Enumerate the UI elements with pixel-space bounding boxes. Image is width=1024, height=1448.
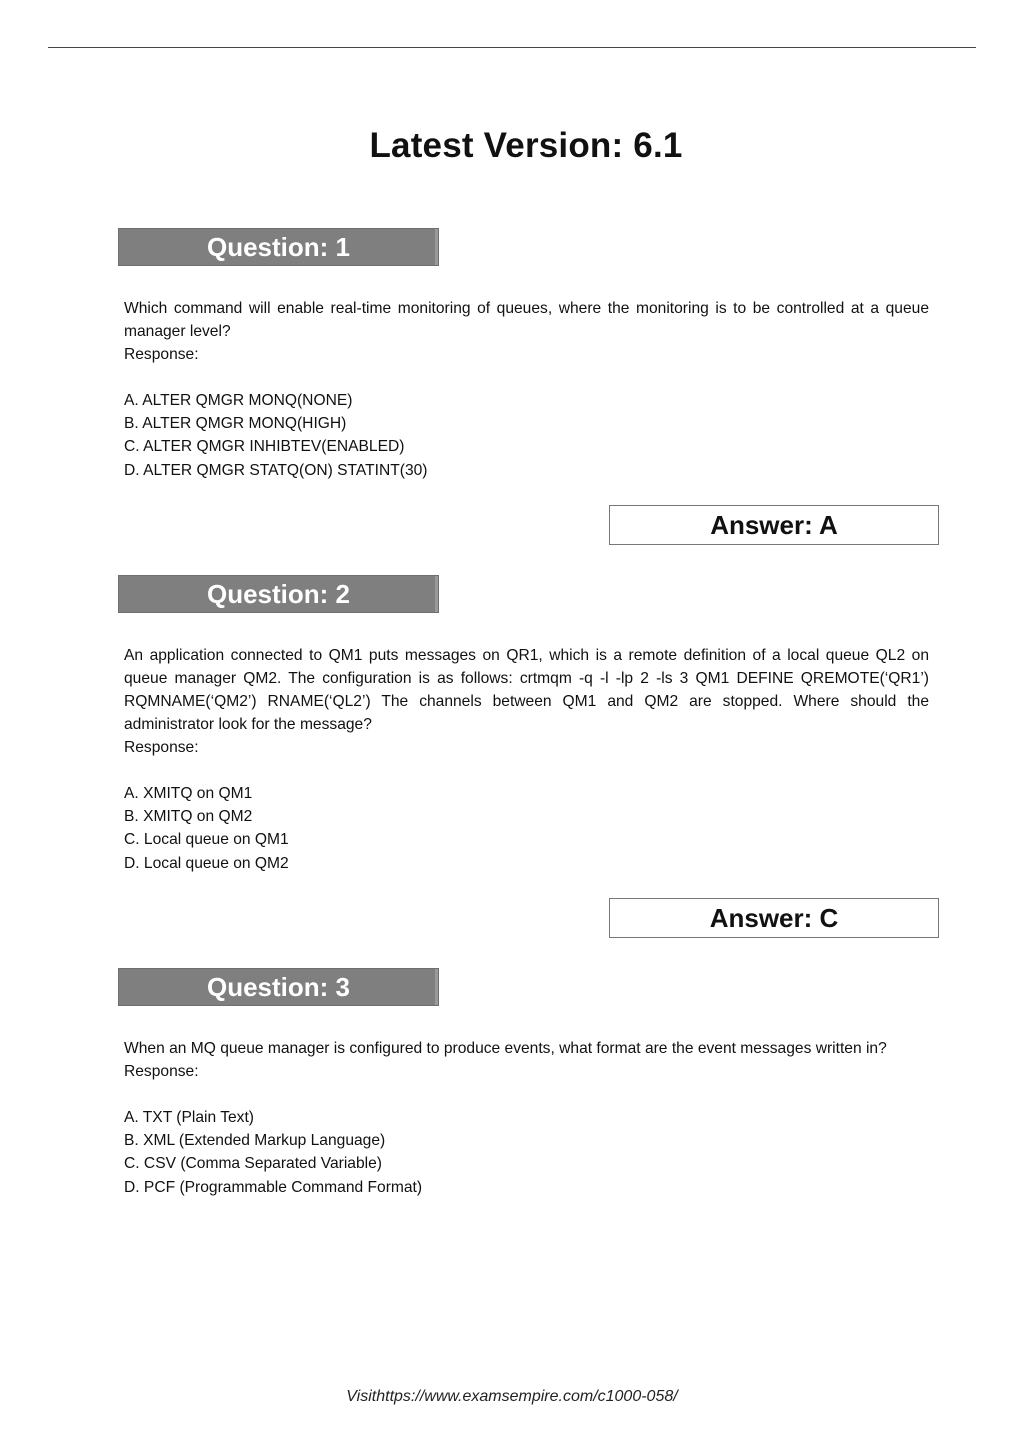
question-body-2 [124, 644, 929, 875]
options-list-2 [124, 782, 929, 875]
option-1-d: D. ALTER QMGR STATQ(ON) STATINT(30) [124, 461, 428, 479]
option-2-b: B. XMITQ on QM2 [124, 808, 253, 826]
question-body-3 [124, 1037, 929, 1199]
question-text-1: Which command will enable real-time monitoring of queues, where the monitoring is to be controlled at a queue manager level? [124, 300, 929, 340]
question-text-2: An application connected to QM1 puts messages on QR1, which is a remote definition of a local queue QL2 on queue manager QM2. The configuration is as follows: crtmqm -q -l -lp 2 -ls 3 QM1 DEFINE QREMOTE(‘QR1’) RQMNAME(‘QM2’) RNAME(‘QL2’) The channels between QM1 and QM2 are stopped. Where should the administrator look for the message? [124, 647, 929, 733]
option-3-d: D. PCF (Programmable Command Format) [124, 1178, 423, 1196]
option-2-d: D. Local queue on QM2 [124, 854, 289, 872]
response-label-2: Response: [124, 739, 199, 756]
option-3-a: A. TXT (Plain Text) [124, 1109, 254, 1126]
response-label-1: Response: [124, 346, 199, 363]
page-title: Latest Version: 6.1 [369, 126, 683, 165]
question-header-1: Question: 1 [118, 228, 439, 266]
answer-box-2: Answer: C [609, 898, 939, 938]
options-list-1 [124, 389, 929, 482]
top-rule [48, 47, 976, 48]
option-3-b: B. XML (Extended Markup Language) [124, 1132, 386, 1150]
question-header-2: Question: 2 [118, 575, 439, 613]
response-label-3: Response: [124, 1063, 199, 1080]
question-body-1 [124, 297, 929, 482]
answer-box-1: Answer: A [609, 505, 939, 545]
question-text-3: When an MQ queue manager is configured to produce events, what format are the event messages written in? [124, 1040, 887, 1057]
option-1-a: A. ALTER QMGR MONQ(NONE) [124, 392, 353, 409]
question-header-3: Question: 3 [118, 968, 439, 1006]
option-3-c: C. CSV (Comma Separated Variable) [124, 1155, 382, 1173]
option-2-c: C. Local queue on QM1 [124, 831, 289, 849]
options-list-3 [124, 1106, 929, 1199]
option-2-a: A. XMITQ on QM1 [124, 785, 253, 802]
option-1-b: B. ALTER QMGR MONQ(HIGH) [124, 415, 347, 433]
footer-link[interactable]: Visithttps://www.examsempire.com/c1000-058/ [346, 1388, 678, 1405]
option-1-c: C. ALTER QMGR INHIBTEV(ENABLED) [124, 438, 405, 456]
